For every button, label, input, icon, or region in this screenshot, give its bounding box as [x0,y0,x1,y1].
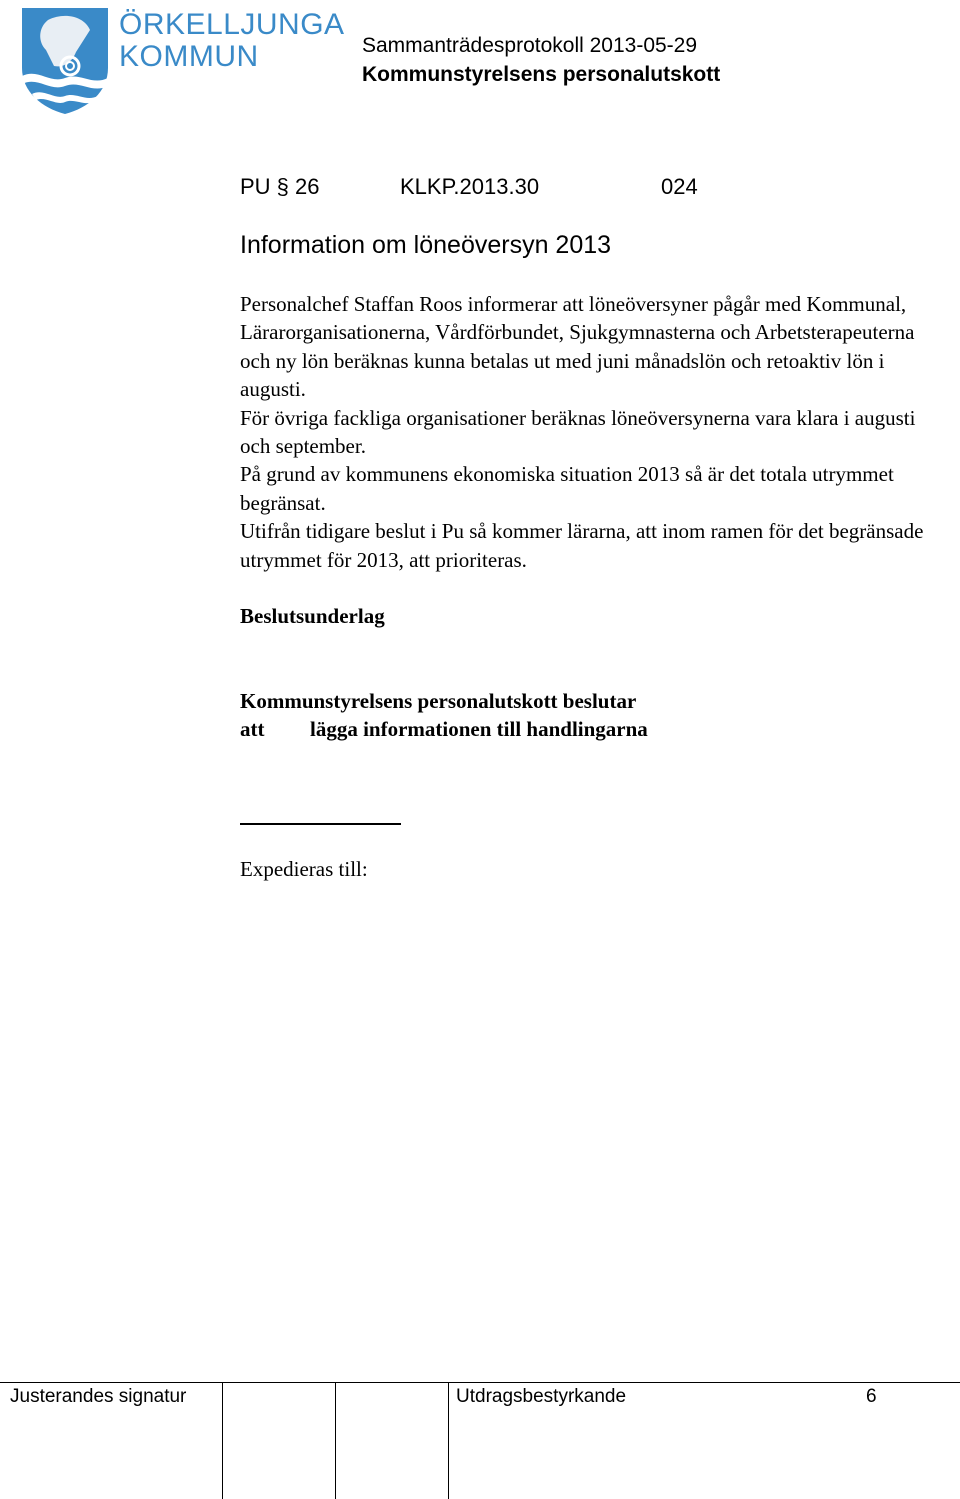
footer-cell-divider [222,1383,223,1499]
signature-label: Justerandes signatur [10,1386,187,1407]
body-paragraph: Utifrån tidigare beslut i Pu så kommer lärarna, att inom ramen för det begränsade utrymmet för 2013, att prioriteras. [240,519,924,572]
page-number: 6 [866,1386,877,1407]
divider [240,823,401,825]
item-body [240,290,945,574]
body-paragraph: För övriga fackliga organisationer beräknas löneöversynerna vara klara i augusti och september. [240,405,916,459]
extract-label: Utdragsbestyrkande [456,1386,627,1407]
case-number: 024 [661,174,698,199]
body-paragraph: På grund av kommunens ekonomiska situation 2013 så är det totala utrymmet begränsat. [240,462,894,515]
footer-cell-divider [448,1383,449,1499]
committee-name: Kommunstyrelsens personalutskott [362,63,721,86]
decision-att-label: att [240,717,265,741]
orkelljunga-kommun-shield-icon [18,6,112,116]
case-dnr: KLKP.2013.30 [400,174,540,199]
case-paragraph: PU § 26 [240,174,320,199]
logo-text-line1: ÖRKELLJUNGA [119,8,345,41]
distribution-label: Expedieras till: [240,857,368,881]
logo-text-line2: KOMMUN [119,40,259,73]
decision-heading: Kommunstyrelsens personalutskott beslutar [240,689,637,713]
decision-text: lägga informationen till handlingarna [310,717,648,741]
footer-signature-table [0,1382,960,1499]
body-paragraph: Personalchef Staffan Roos informerar att löneöversyner pågår med Kommunal, Lärarorganisationerna, Vårdförbundet, Sjukgymnasterna och Arbetsterapeuterna och ny lön beräknas kunna betalas ut med juni månadslön och retoaktiv lön i augusti. [240,292,915,402]
basis-heading: Beslutsunderlag [240,604,385,628]
document-title: Sammanträdesprotokoll 2013-05-29 [362,34,698,57]
item-heading: Information om löneöversyn 2013 [240,231,612,259]
footer-cell-divider [335,1383,336,1499]
